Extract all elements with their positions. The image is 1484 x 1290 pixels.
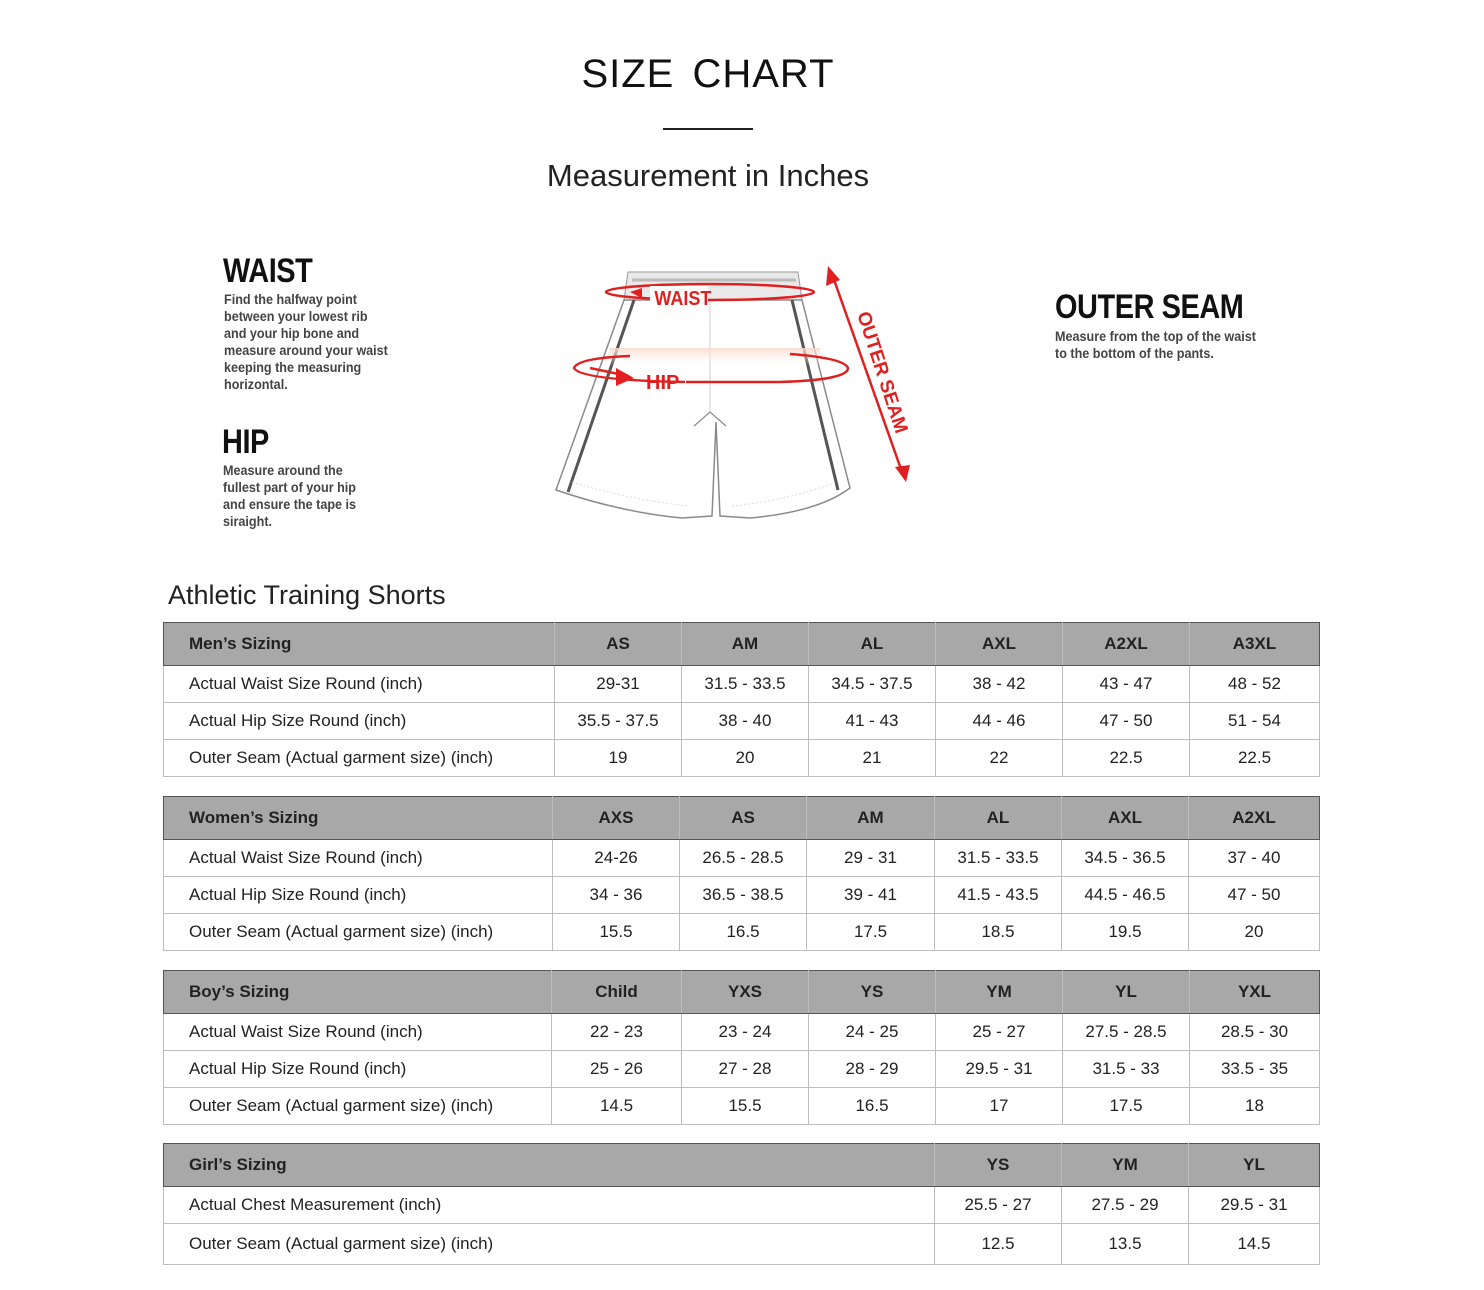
table-cell: 24-26 (553, 840, 680, 877)
outer-seam-description (1055, 328, 1256, 362)
table-header-cell: AXL (1062, 797, 1189, 840)
table-cell: 29 - 31 (807, 840, 935, 877)
table-row (164, 1014, 1320, 1051)
hip-desc-line: siraight. (223, 513, 273, 529)
table-cell: 51 - 54 (1190, 703, 1320, 740)
table-cell: 22.5 (1190, 740, 1320, 777)
table-cell: 38 - 40 (682, 703, 809, 740)
table-cell: 23 - 24 (682, 1014, 809, 1051)
hip-glow (610, 348, 820, 366)
table-header-row (164, 1144, 1320, 1187)
table-cell: 25 - 27 (936, 1014, 1063, 1051)
table-cell: 25 - 26 (552, 1051, 682, 1088)
table-row (164, 877, 1320, 914)
table-cell: Actual Hip Size Round (inch) (164, 877, 553, 914)
table-cell: 31.5 - 33.5 (682, 666, 809, 703)
table-header-cell: A2XL (1063, 623, 1190, 666)
table-cell: 41.5 - 43.5 (935, 877, 1062, 914)
table-cell: 17 (936, 1088, 1063, 1125)
table-cell: 16.5 (809, 1088, 936, 1125)
table-cell: 34.5 - 37.5 (809, 666, 936, 703)
table-cell: Actual Waist Size Round (inch) (164, 1014, 552, 1051)
table-cell: Outer Seam (Actual garment size) (inch) (164, 740, 555, 777)
table-cell: 48 - 52 (1190, 666, 1320, 703)
table-cell: 44 - 46 (936, 703, 1063, 740)
table-cell: 33.5 - 35 (1190, 1051, 1320, 1088)
page-title: SIZE CHART (581, 52, 835, 96)
table-header-cell: YM (936, 971, 1063, 1014)
table-header-cell: AM (682, 623, 809, 666)
table-row (164, 1187, 1320, 1224)
table-cell: 16.5 (680, 914, 807, 951)
outer-seam-desc-line: to the bottom of the pants. (1055, 345, 1214, 361)
table-header-cell: Child (552, 971, 682, 1014)
table-cell: 25.5 - 27 (935, 1187, 1062, 1224)
hip-desc-line: fullest part of your hip (223, 479, 357, 495)
table-header-cell: AL (809, 623, 936, 666)
table-cell: Outer Seam (Actual garment size) (inch) (164, 1224, 935, 1265)
shorts-body-outline (556, 300, 850, 518)
table-cell: 34 - 36 (553, 877, 680, 914)
table-cell: Actual Chest Measurement (inch) (164, 1187, 935, 1224)
hip-diagram-label: HIP (646, 372, 680, 394)
table-cell: 31.5 - 33 (1063, 1051, 1190, 1088)
waist-desc-line: between your lowest rib (224, 308, 368, 324)
table-row (164, 666, 1320, 703)
table-cell: 22 - 23 (552, 1014, 682, 1051)
table-header-cell: YM (1062, 1144, 1189, 1187)
table-header-row (164, 971, 1320, 1014)
table-header-cell: AS (555, 623, 682, 666)
table-row (164, 1088, 1320, 1125)
table-row (164, 914, 1320, 951)
table-cell: 22.5 (1063, 740, 1190, 777)
table-header-cell: AL (935, 797, 1062, 840)
table-cell: 19.5 (1062, 914, 1189, 951)
table-header-cell: A2XL (1189, 797, 1320, 840)
table-header-cell: YXS (682, 971, 809, 1014)
table-cell: 28.5 - 30 (1190, 1014, 1320, 1051)
table-header-cell: Women’s Sizing (164, 797, 553, 840)
outer-seam-desc-line: Measure from the top of the waist (1055, 328, 1256, 344)
table-cell: 27.5 - 28.5 (1063, 1014, 1190, 1051)
table-cell: 26.5 - 28.5 (680, 840, 807, 877)
table-header-row (164, 623, 1320, 666)
table-cell: 38 - 42 (936, 666, 1063, 703)
table-cell: 34.5 - 36.5 (1062, 840, 1189, 877)
table-cell: 27.5 - 29 (1062, 1187, 1189, 1224)
table-cell: 18 (1190, 1088, 1320, 1125)
table-cell: Actual Waist Size Round (inch) (164, 666, 555, 703)
table-header-cell: YL (1063, 971, 1190, 1014)
hip-heading: HIP (222, 423, 269, 461)
waist-desc-line: horizontal. (224, 376, 288, 392)
table-cell: 17.5 (807, 914, 935, 951)
table-cell: 44.5 - 46.5 (1062, 877, 1189, 914)
outer-seam-heading: OUTER SEAM (1055, 288, 1244, 326)
table-header-cell: AM (807, 797, 935, 840)
table-cell: 22 (936, 740, 1063, 777)
table-cell: 31.5 - 33.5 (935, 840, 1062, 877)
table-cell: 41 - 43 (809, 703, 936, 740)
table-header-cell: AS (680, 797, 807, 840)
table-cell: 36.5 - 38.5 (680, 877, 807, 914)
table-cell: 20 (1189, 914, 1320, 951)
table-cell: 17.5 (1063, 1088, 1190, 1125)
table-cell: Outer Seam (Actual garment size) (inch) (164, 1088, 552, 1125)
waist-desc-line: measure around your waist (224, 342, 388, 358)
waist-diagram-label: WAIST (654, 288, 712, 311)
hip-desc-line: Measure around the (223, 462, 343, 478)
table-cell: 47 - 50 (1189, 877, 1320, 914)
table-header-cell: Men’s Sizing (164, 623, 555, 666)
table-cell: Actual Waist Size Round (inch) (164, 840, 553, 877)
table-header-cell: YL (1189, 1144, 1320, 1187)
waist-desc-line: and your hip bone and (224, 325, 360, 341)
table-cell: 15.5 (682, 1088, 809, 1125)
table-cell: 13.5 (1062, 1224, 1189, 1265)
mens-size-table (163, 622, 1320, 777)
table-cell: 12.5 (935, 1224, 1062, 1265)
title-divider (663, 128, 753, 130)
waist-heading: WAIST (223, 252, 313, 290)
outer-seam-arrow-top-icon (826, 266, 840, 286)
table-cell: Outer Seam (Actual garment size) (inch) (164, 914, 553, 951)
table-cell: 19 (555, 740, 682, 777)
table-row (164, 1051, 1320, 1088)
shorts-diagram (550, 262, 920, 527)
table-header-cell: Boy’s Sizing (164, 971, 552, 1014)
table-cell: 28 - 29 (809, 1051, 936, 1088)
table-cell: 21 (809, 740, 936, 777)
table-cell: 43 - 47 (1063, 666, 1190, 703)
table-header-cell: AXS (553, 797, 680, 840)
table-header-cell: YS (935, 1144, 1062, 1187)
boys-size-table (163, 970, 1320, 1125)
table-row (164, 740, 1320, 777)
table-cell: 24 - 25 (809, 1014, 936, 1051)
girls-size-table (163, 1143, 1320, 1265)
waist-desc-line: Find the halfway point (224, 291, 358, 307)
table-header-cell: YXL (1190, 971, 1320, 1014)
table-cell: 18.5 (935, 914, 1062, 951)
outer-seam-diagram-label: OUTER SEAM (852, 309, 912, 437)
outer-seam-arrow-bottom-icon (895, 465, 910, 482)
table-row (164, 703, 1320, 740)
table-cell: 20 (682, 740, 809, 777)
table-cell: 14.5 (552, 1088, 682, 1125)
table-cell: 29-31 (555, 666, 682, 703)
table-cell: 39 - 41 (807, 877, 935, 914)
table-row (164, 840, 1320, 877)
table-header-cell: Girl’s Sizing (164, 1144, 935, 1187)
table-cell: Actual Hip Size Round (inch) (164, 703, 555, 740)
table-row (164, 1224, 1320, 1265)
table-header-row (164, 797, 1320, 840)
table-cell: 47 - 50 (1063, 703, 1190, 740)
hip-desc-line: and ensure the tape is (223, 496, 357, 512)
table-cell: 29.5 - 31 (936, 1051, 1063, 1088)
table-cell: 37 - 40 (1189, 840, 1320, 877)
womens-size-table (163, 796, 1320, 951)
table-cell: Actual Hip Size Round (inch) (164, 1051, 552, 1088)
table-cell: 35.5 - 37.5 (555, 703, 682, 740)
waist-description (224, 291, 388, 393)
product-section-title: Athletic Training Shorts (168, 580, 446, 610)
table-header-cell: A3XL (1190, 623, 1320, 666)
table-cell: 14.5 (1189, 1224, 1320, 1265)
table-header-cell: AXL (936, 623, 1063, 666)
shorts-illustration (550, 262, 920, 527)
page-subtitle: Measurement in Inches (546, 158, 870, 193)
table-cell: 15.5 (553, 914, 680, 951)
table-header-cell: YS (809, 971, 936, 1014)
waist-desc-line: keeping the measuring (224, 359, 362, 375)
hip-description (223, 462, 356, 530)
table-cell: 27 - 28 (682, 1051, 809, 1088)
table-cell: 29.5 - 31 (1189, 1187, 1320, 1224)
